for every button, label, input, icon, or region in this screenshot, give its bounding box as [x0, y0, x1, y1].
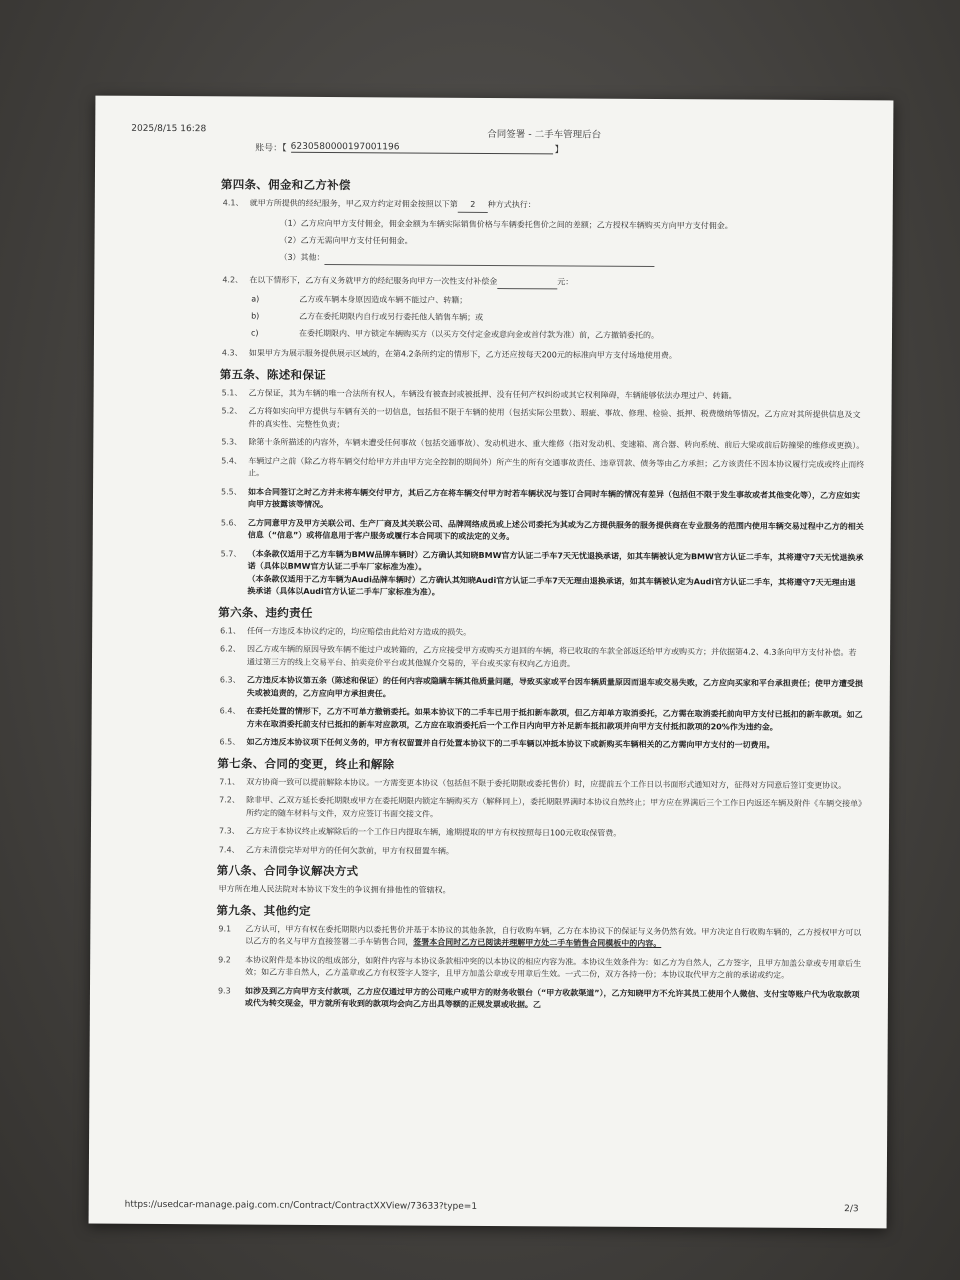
clause-9-2: 9.2 本协议附件是本协议的组成部分，如附件内容与本协议条款相冲突的以本协议的相应内容为准。本协议生效条件为：如乙方为自然人，乙方签字，且甲方加盖公章或专用章后生效；如乙方非自然人，乙方盖章或乙方有权签字人签字，且甲方加盖公章或专用章后生效。一式二份，双方各持一份；本协议取代甲方之前的承诺或约定。	[218, 954, 862, 980]
clause-6-5: 6.5、 如乙方违反本协议项下任何义务的，甲方有权留置并自行处置本协议下的二手车辆以冲抵本协议下或新购买车辆相关的乙方需向甲方支付的一切费用。	[219, 737, 775, 750]
commission-method-blank: 2	[458, 199, 488, 213]
clause-5-1: 5.1、 乙方保证，其为车辆的唯一合法所有权人，车辆没有被查封或被抵押、没有任何产权纠纷或其它权利障碍，车辆能够依法办理过户、转籍。	[221, 387, 737, 400]
section-6-title: 第六条、违约责任	[218, 604, 313, 620]
clause-5-7: 5.7、 （本条款仅适用于乙方车辆为BMW品牌车辆时）乙方确认其知晓BMW官方认证二手车7天无忧退换承诺，如其车辆被认定为BMW官方认证二手车，其将遵守7天无忧退换承诺（具体以BMW官方认证二手车厂家标准为准）。 （本条款仅适用于乙方车辆为Audi品牌车辆时）乙方确认其知晓Audi官方认证二手车7天无理由退换承诺，如其车辆被认定为Audi官方认证二手车，其将遵守7天无理由退换承诺（具体以Audi官方认证二手车厂家标准为准）。	[220, 548, 864, 597]
clause-4-2-a: a) 乙方或车辆本身原因造成车辆不能过户、转籍；	[251, 294, 468, 305]
clause-4-2-c: c) 在委托期限内、甲方锁定车辆购买方（以买方交付定金或意向金或首付款为准）前，乙方撤销委托的。	[250, 328, 660, 341]
account-number: 623058000019700​1196	[291, 142, 553, 155]
clause-7-3: 7.3、 乙方应于本协议终止或解除后的一个工作日内提取车辆，逾期提取的甲方有权按照每日100元收取保管费。	[218, 826, 622, 838]
clause-4-2: 4.2、 在以下情形下，乙方有义务就甲方的经纪服务向甲方一次性支付补偿金 元：	[220, 274, 865, 291]
section-4-title: 第四条、佣金和乙方补偿	[220, 177, 351, 193]
clause-number: 4.1、	[222, 198, 244, 208]
section-7-title: 第七条、合同的变更，终止和解除	[217, 755, 395, 771]
clause-4-1	[221, 197, 866, 214]
contract-body	[216, 170, 866, 1019]
clause-4-1-item-3: （3）其他：	[220, 251, 865, 268]
section-8-text: 甲方所在地人民法院对本协议下发生的争议拥有排他性的管辖权。	[218, 884, 451, 895]
section-5-title: 第五条、陈述和保证	[219, 366, 326, 382]
clause-text: 就甲方所提供的经纪服务，甲乙双方约定对佣金按照以下第	[249, 198, 458, 209]
print-url: https://usedcar-manage.paig.com.cn/Contract/ContractXXView/73633?type=1	[124, 1199, 478, 1212]
section-8-title: 第八条、合同争议解决方式	[216, 863, 359, 879]
document-page	[89, 96, 894, 1229]
clause-6-3: 6.3、 乙方违反本协议第五条（陈述和保证）的任何内容或隐瞒车辆其他质量问题，导致买家或平台因车辆质量原因而退车或交易失败，乙方应向买家和平台承担责任；使甲方遭受损失或被追责的，乙方应向甲方承担责任。	[219, 675, 863, 698]
other-blank	[325, 251, 655, 266]
clause-text: 种方式执行：	[487, 199, 536, 210]
clause-7-1: 7.1、 双方协商一致可以提前解除本协议。一方需变更本协议（包括但不限于委托期限或委托售价）时，应提前五个工作日以书面形式通知对方，征得对方同意后签订变更协议。	[219, 776, 847, 790]
page-number: 2/3	[844, 1204, 859, 1215]
clause-5-2: 5.2、 乙方将如实向甲方提供与车辆有关的一切信息，包括但不限于车辆的使用（包括实际公里数）、瑕疵、事故、修理、检验、抵押、税费缴纳等情况。乙方应对其所提供信息及文件的真实性、完整性负责；	[221, 406, 861, 429]
clause-9-3: 9.3 如涉及到乙方向甲方支付款项，乙方应仅通过甲方的公司账户或甲方的财务收银台（“甲方收款渠道”），乙方知晓甲方不允许其员工使用个人微信、支付宝等账户代为收取款项或代为转交现金，甲方就所有收到的款项均会向乙方出具等额的正规发票或收据。乙	[217, 985, 860, 1010]
print-page-title: 合同签署 - 二手车管理后台	[487, 128, 602, 141]
print-timestamp: 2025/8/15 16:28	[131, 123, 207, 135]
clause-7-2: 7.2、 除非甲、乙双方延长委托期限或甲方在委托期限内锁定车辆购买方（解释同上），委托期限界满时本协议自然终止；甲方应在界满后三个工作日内返还车辆及附件《车辆交接单》所约定的随车材料与文件，双方应签订书面交接文件。	[219, 795, 863, 819]
clause-7-4: 7.4、 乙方未清偿完毕对甲方的任何欠款前，甲方有权留置车辆。	[218, 844, 454, 856]
account-bracket: 】	[554, 145, 564, 156]
clause-4-1-item-1: （1）乙方应向甲方支付佣金，佣金金额为车辆实际销售价格与车辆委托售价之间的差额；乙方授权车辆购买方向甲方支付佣金。	[279, 218, 733, 230]
clause-9-1: 9.1 乙方认可，甲方有权在委托期限内以委托售价并基于本协议的其他条款，自行收购车辆，乙方在本协议下的保证与义务仍然有效。甲方决定自行收购车辆的，乙方授权甲方可以以乙方的名义与甲方直接签署二手车销售合同，签署本合同时乙方已阅读并理解甲方处二手车销售合同模板中的内容。	[218, 923, 862, 949]
compensation-blank	[497, 276, 557, 290]
section-9-title: 第九条、其他约定	[216, 902, 311, 918]
account-label: 账号：【	[255, 143, 287, 154]
clause-4-2-b: b) 乙方在委托期限内自行或另行委托他人销售车辆；或	[251, 311, 484, 322]
clause-5-5: 5.5、 如本合同签订之时乙方并未将车辆交付甲方，其后乙方在将车辆交付甲方时若车辆状况与签订合同时车辆的情况有差异（包括但不限于发生事故或者其他变化等），乙方应如实向甲方披露该等情况。	[221, 486, 861, 510]
clause-6-2: 6.2、 因乙方或车辆的原因导致车辆不能过户或转籍的，乙方应接受甲方或购买方退回的车辆，将已收取的车款全部返还给甲方或购买方；并依据第4.2、4.3条向甲方支付补偿。若通过第三方的线上交易平台、拍卖竞价平台或其他媒介交易的，平台或买家有权向乙方追责。	[220, 644, 857, 669]
clause-5-3: 5.3、 除第十条所描述的内容外，车辆未遭受任何事故（包括交通事故）、发动机进水、重大维修（指对发动机、变速箱、离合器、转向系统、前后大梁或前后防撞梁的维修或更换）。	[221, 437, 865, 451]
clause-5-4: 5.4、 车辆过户之前（除乙方将车辆交付给甲方并由甲方完全控制的期间外）所产生的所有交通事故责任、违章罚款、债务等由乙方承担；乙方该责任不因本协议履行完成或终止而终止。	[221, 455, 865, 478]
clause-4-3: 4.3、 如果甲方为展示服务提供展示区域的，在第4.2条所约定的情形下，乙方还应按每天200元的标准向甲方支付场地使用费。	[221, 348, 677, 361]
account-line	[255, 141, 564, 156]
clause-6-1: 6.1、 任何一方违反本协议约定的，均应赔偿由此给对方造成的损失。	[220, 625, 472, 637]
clause-6-4: 6.4、 在委托处置的情形下，乙方不可单方撤销委托。如果本协议下的二手车已用于抵扣新车款项，但乙方却单方取消委托，乙方需在取消委托前向甲方支付已抵扣的新车款项。如乙方未在取消委托前支付已抵扣的新车对应款项，乙方应在取消委托后一个工作日内向甲方补足新车抵扣款项并向甲方支付抵扣款项的20%作为违约金。	[219, 706, 863, 732]
clause-5-6: 5.6、 乙方同意甲方及甲方关联公司、生产厂商及其关联公司、品牌网络成员或上述公司委托为其或为乙方提供服务的服务提供商在专业服务的范围内使用车辆交易过程中乙方的相关信息（“信息”）或将信息用于客户服务或履行本合同项下的或法定的义务。	[220, 517, 864, 542]
clause-4-1-item-2: （2）乙方无需向甲方支付任何佣金。	[279, 235, 413, 246]
